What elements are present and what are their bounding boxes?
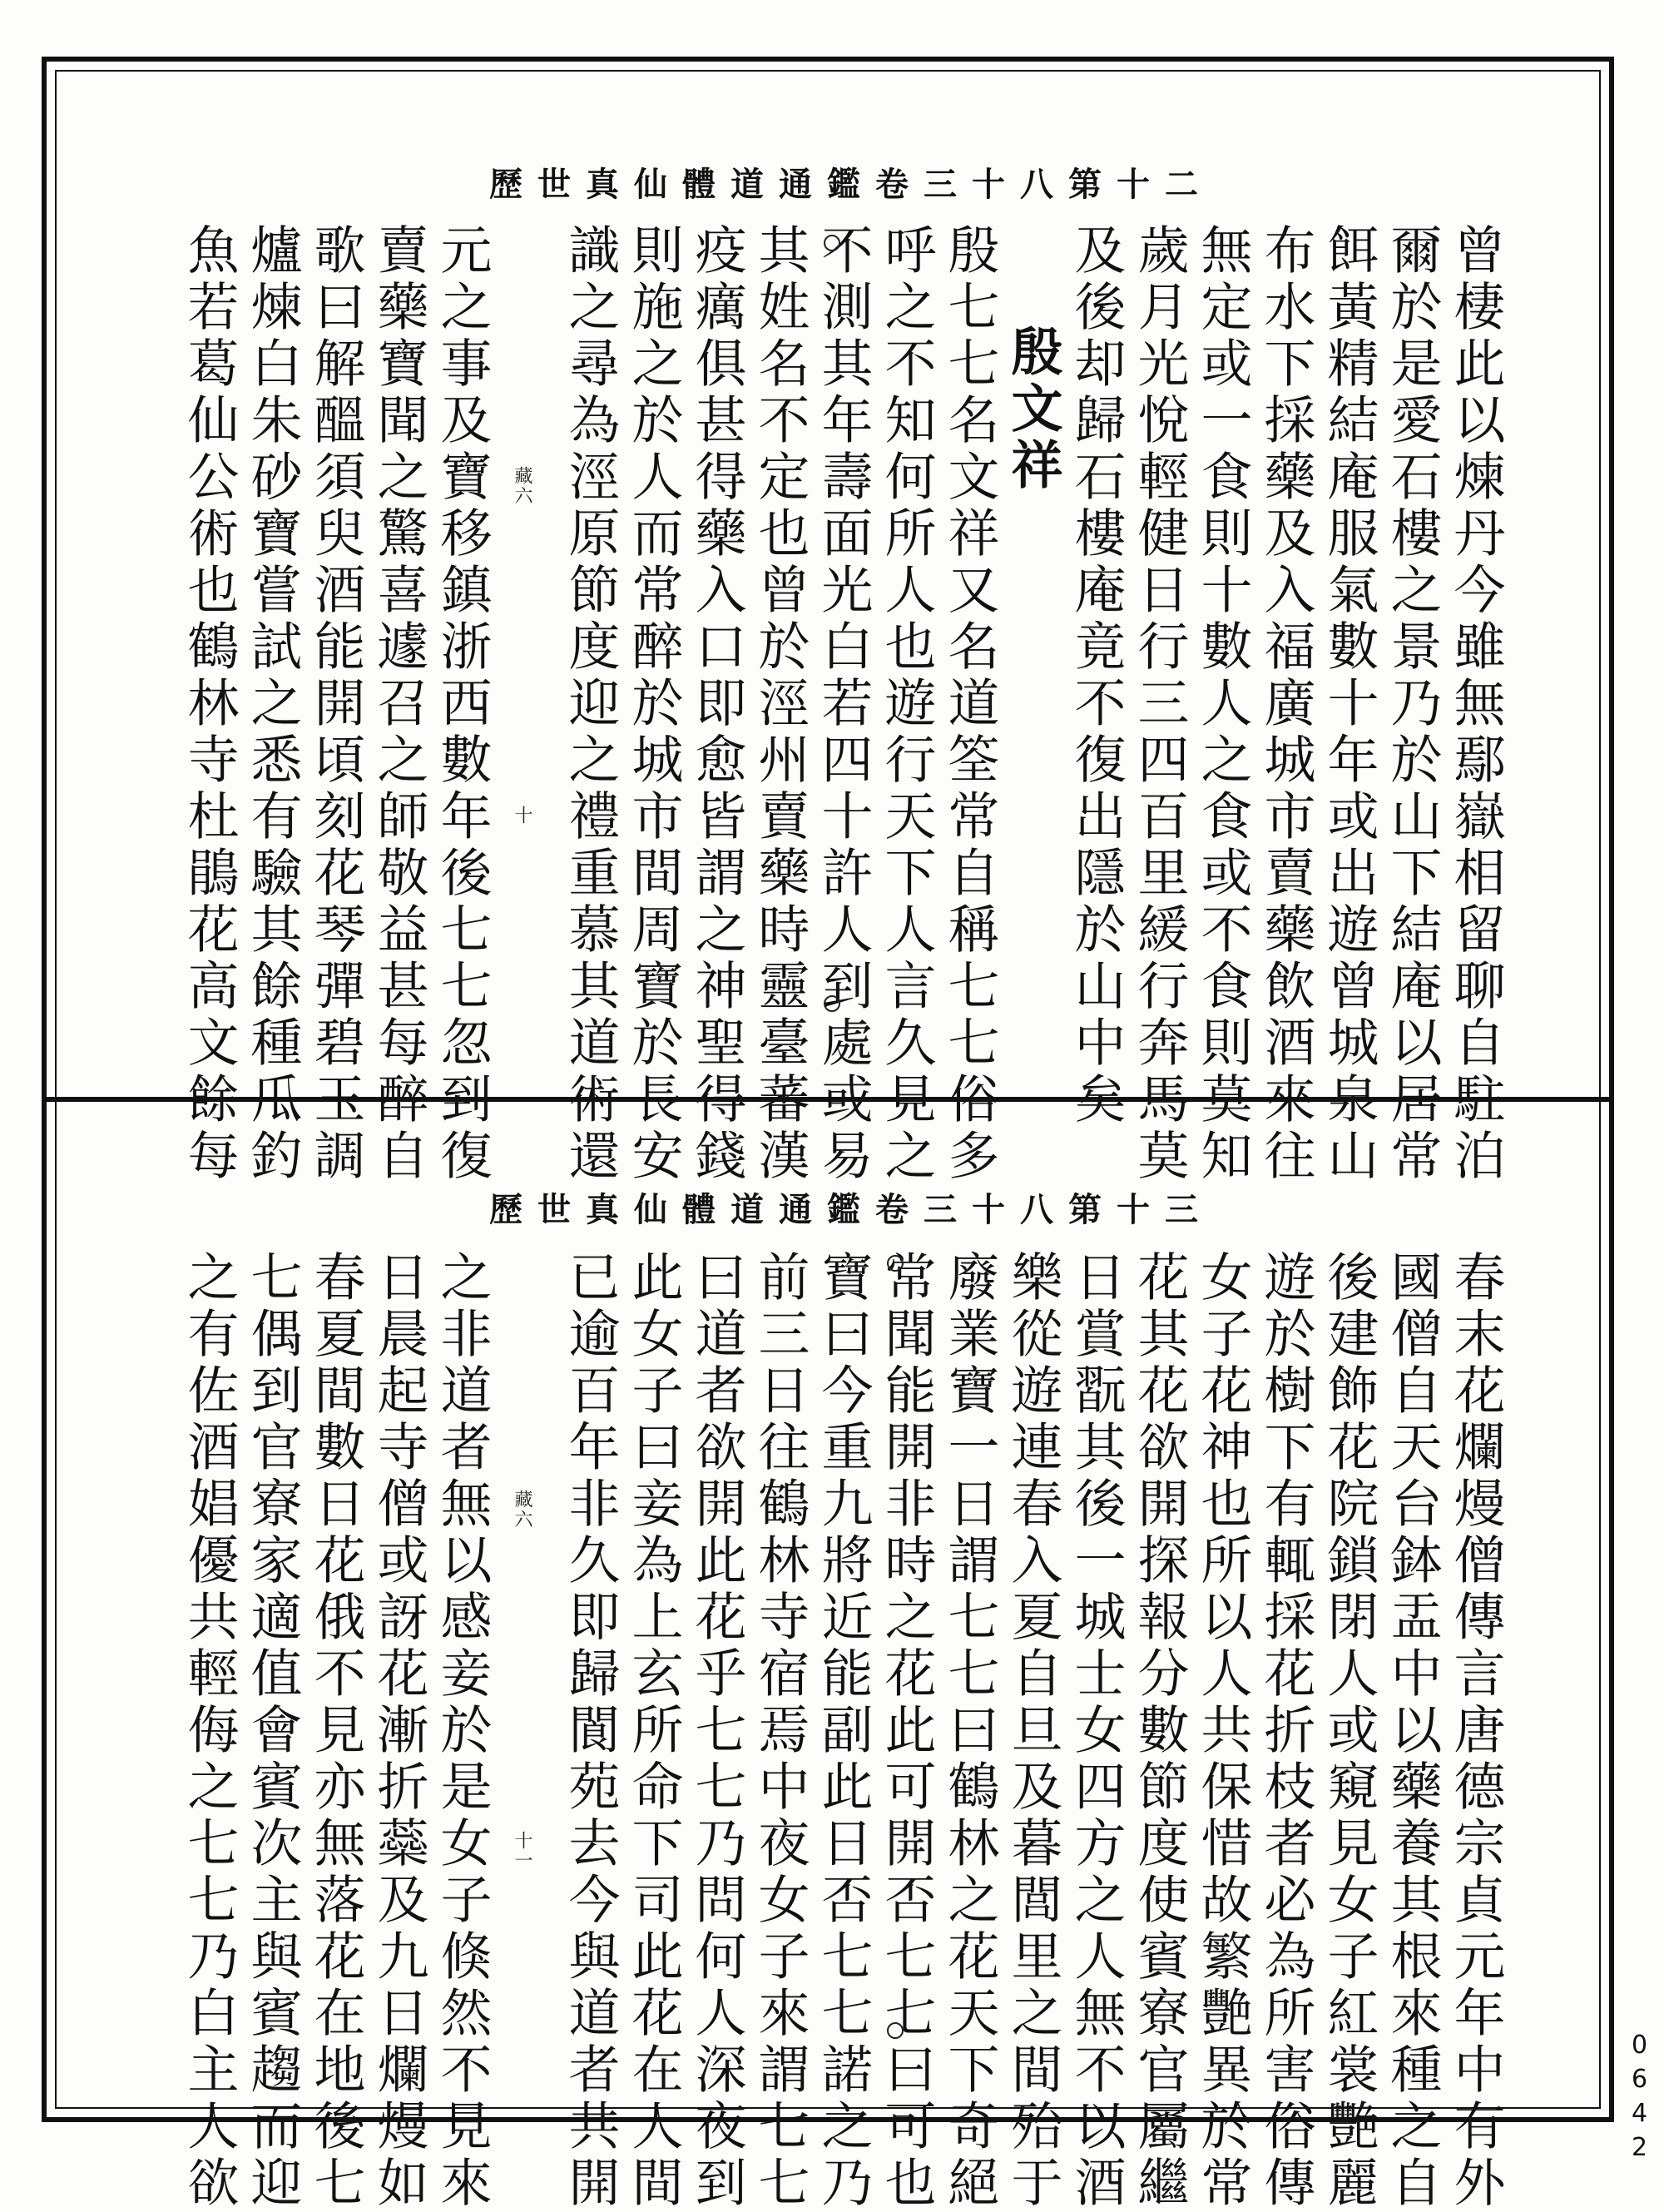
top-column-17: 賣藥寶聞之驚喜遽召之師敬益甚每醉自 (369, 223, 429, 1185)
bottom-column-7: 日賞翫其後一城士女四方之人無不以酒 (1066, 1250, 1127, 2212)
bottom-column-16: 之非道者無以感妾於是女子倏然不見來 (432, 1250, 493, 2212)
bottom-column-13: 曰道者欲開此花乎七七乃問何人深夜到 (686, 1250, 747, 2212)
top-column-1: 曾棲此以煉丹今雖無鄢嶽相留聊自駐泊 (1445, 223, 1506, 1185)
top-column-9: 殷七七名文祥又名道筌常自稱七七俗多 (939, 223, 1000, 1185)
circle-mark (824, 235, 840, 251)
bottom-margin-note-page: 十一 (512, 1831, 532, 1871)
bottom-margin-note-collection: 藏六 (512, 1490, 532, 1530)
top-column-4: 布水下採藥及入福廣城市賣藥飲酒來往 (1255, 223, 1316, 1185)
bottom-column-2: 國僧自天台鉢盂中以藥養其根來種之自 (1382, 1250, 1443, 2212)
top-page-header: 歷世真仙體道通鑑卷三十八第十二 (489, 165, 1213, 204)
bottom-column-17: 日晨起寺僧或訝花漸折蘂及九日爛熳如 (369, 1250, 429, 2212)
bottom-column-1: 春末花爛熳僧傳言唐德宗貞元年中有外 (1445, 1250, 1506, 2212)
circle-mark (824, 995, 840, 1012)
bottom-column-4: 遊於樹下有輒採花折枝者必為所害俗傳 (1255, 1250, 1316, 2212)
top-column-6: 歲月光悅輕健日行三四百里緩行奔馬莫 (1129, 223, 1190, 1185)
top-column-11: 不測其年壽面光白若四十許人到處或易 (813, 223, 874, 1185)
top-margin-note-page: 十 (512, 806, 532, 826)
bottom-column-3: 後建飾花院鎖閉人或窺見女子紅裳艷麗 (1319, 1250, 1379, 2212)
bottom-column-5: 女子花神也所以人共保惜故繁艷異於常 (1192, 1250, 1253, 2212)
top-column-3: 餌黃精結庵服氣數十年或出遊曾城泉山 (1319, 223, 1379, 1185)
bottom-page-header: 歷世真仙體道通鑑卷三十八第十三 (489, 1190, 1213, 1229)
page-number: 0642 (1625, 2031, 1654, 2167)
bottom-column-8: 樂從遊連春入夏自旦及暮閭里之間殆于 (1003, 1250, 1063, 2212)
top-column-2: 爾於是愛石樓之景乃於山下結庵以居常 (1382, 223, 1443, 1185)
top-column-10: 呼之不知何所人也遊行天下人言久見之 (876, 223, 937, 1185)
bottom-column-11: 寶曰今重九將近能副此日否七七諾之乃 (813, 1250, 874, 2212)
top-column-12: 其姓名不定也曾於涇州賣藥時靈臺蕃漢 (750, 223, 810, 1185)
top-column-5: 無定或一食則十數人之食或不食則莫知 (1192, 223, 1253, 1185)
bottom-column-9: 廢業寶一日謂七七曰鶴林之花天下奇絕 (939, 1250, 1000, 2212)
bottom-column-19: 七偶到官寮家適值會賓次主與賓趨而迎 (242, 1250, 303, 2212)
top-column-7: 及後却歸石樓庵竟不復出隱於山中矣 (1066, 223, 1127, 1128)
bottom-column-18: 春夏間數日花俄不見亦無落花在地後七 (305, 1250, 366, 2212)
top-section-title: 殷文祥 (1003, 325, 1063, 494)
top-column-13: 疫癘俱甚得藥入口即愈皆謂之神聖得錢 (686, 223, 747, 1185)
bottom-column-20: 之有佐酒娼優共輕侮之七七乃白主人欲 (179, 1250, 240, 2212)
bottom-column-12: 前三日往鶴林寺宿焉中夜女子來謂七七 (750, 1250, 810, 2212)
top-column-14: 則施之於人而常醉於城市間周寶於長安 (623, 223, 684, 1185)
bottom-column-15: 已逾百年非久即歸閬苑去今與道者共開 (560, 1250, 621, 2212)
circle-mark (887, 2022, 904, 2039)
bottom-column-14: 此女子曰妾為上玄所命下司此花在人間 (623, 1250, 684, 2212)
top-column-16: 元之事及寶移鎮浙西數年後七七忽到復 (432, 223, 493, 1185)
top-column-19: 爐煉白朱砂寶嘗試之悉有驗其餘種瓜釣 (242, 223, 303, 1185)
top-column-18: 歌曰解醞須臾酒能開頃刻花琴彈碧玉調 (305, 223, 366, 1185)
top-column-20: 魚若葛仙公術也鶴林寺杜鵑花高文餘每 (179, 223, 240, 1185)
bottom-column-6: 花其花欲開探報分數節度使賓寮官屬繼 (1129, 1250, 1190, 2212)
circle-mark (887, 1255, 904, 1272)
bottom-column-10: 常聞能開非時之花此可開否七七曰可也 (876, 1250, 937, 2212)
top-margin-note-collection: 藏六 (512, 466, 532, 506)
top-column-15: 識之尋為涇原節度迎之禮重慕其道術還 (560, 223, 621, 1185)
